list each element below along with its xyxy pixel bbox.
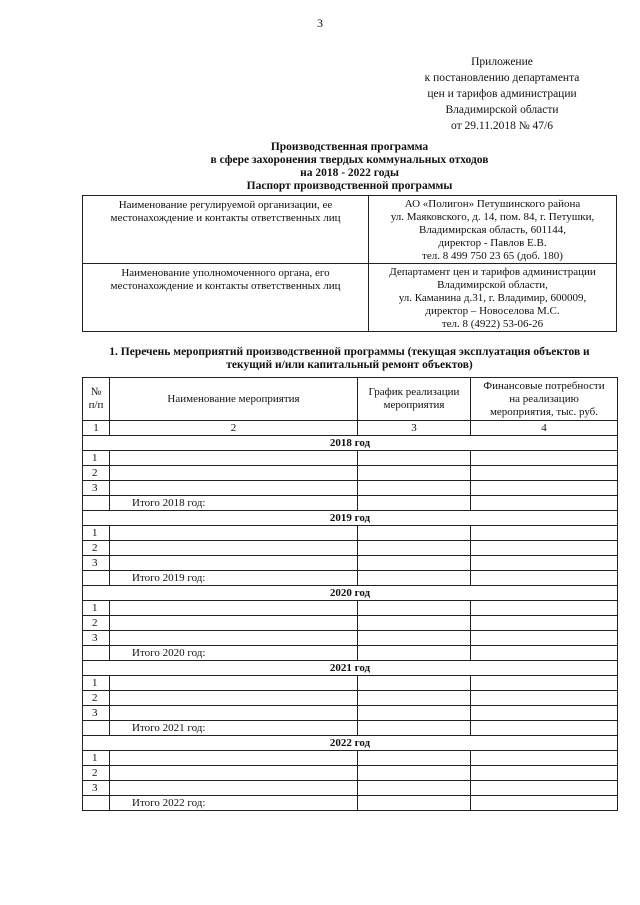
- empty-cell: [110, 706, 358, 721]
- row-number: 1: [83, 751, 110, 766]
- title-line: Производственная программа: [270, 141, 429, 153]
- year-label: 2019 год: [83, 511, 618, 526]
- table-row: [83, 751, 618, 766]
- empty-cell: [358, 571, 471, 586]
- empty-cell: [110, 481, 358, 496]
- passport-value-line: директор - Павлов Е.В.: [438, 237, 547, 249]
- empty-cell: [471, 751, 618, 766]
- empty-cell: [358, 796, 471, 811]
- passport-row-organization: [83, 196, 617, 264]
- row-number: 2: [83, 466, 110, 481]
- header-num: [83, 378, 110, 421]
- table-row: [83, 556, 618, 571]
- empty-cell: [471, 571, 618, 586]
- appendix-line: Владимирской области: [445, 104, 559, 116]
- total-label: Итого 2021 год:: [110, 721, 358, 736]
- section-title-line: текущий и/или капитальный ремонт объектов): [226, 359, 473, 371]
- passport-label-line: Наименование уполномоченного органа, его: [121, 267, 330, 279]
- table-header-row: [83, 378, 618, 421]
- header-schedule-line: мероприятия: [383, 399, 445, 411]
- appendix-line: к постановлению департамента: [424, 72, 580, 84]
- passport-value-line: АО «Полигон» Петушинского района: [404, 198, 581, 210]
- empty-cell: [358, 766, 471, 781]
- years-body: [83, 436, 618, 811]
- appendix-line: цен и тарифов администрации: [427, 88, 577, 100]
- year-header-row: [83, 436, 618, 451]
- activities-table: [82, 377, 618, 811]
- empty-cell: [471, 616, 618, 631]
- passport-value-line: Департамент цен и тарифов администрации: [389, 266, 596, 278]
- row-number: 2: [83, 766, 110, 781]
- empty-cell: [110, 751, 358, 766]
- empty-cell: [358, 616, 471, 631]
- table-row: [83, 451, 618, 466]
- passport-value-line: Владимирской области,: [437, 279, 548, 291]
- total-label: Итого 2019 год:: [110, 571, 358, 586]
- empty-cell: [358, 526, 471, 541]
- total-label: Итого 2020 год:: [110, 646, 358, 661]
- table-row: [83, 616, 618, 631]
- row-number: 2: [83, 691, 110, 706]
- empty-cell: [471, 556, 618, 571]
- passport-value-line: тел. 8 499 750 23 65 (доб. 180): [422, 250, 563, 262]
- header-schedule-line: График реализации: [368, 386, 460, 398]
- row-number: 1: [83, 451, 110, 466]
- empty-cell: [471, 691, 618, 706]
- year-label: 2021 год: [83, 661, 618, 676]
- document-title: [82, 141, 617, 193]
- empty-cell: [110, 601, 358, 616]
- empty-cell: [110, 676, 358, 691]
- empty-cell: [471, 496, 618, 511]
- row-number: 3: [83, 781, 110, 796]
- header-finance: [471, 378, 618, 421]
- empty-cell: [110, 541, 358, 556]
- header-name-line: Наименование мероприятия: [167, 392, 300, 405]
- empty-cell: [358, 496, 471, 511]
- empty-cell: [83, 496, 110, 511]
- empty-cell: [358, 706, 471, 721]
- row-number: 3: [83, 556, 110, 571]
- column-number: 4: [471, 421, 618, 436]
- empty-cell: [358, 646, 471, 661]
- passport-label-line: Наименование регулируемой организации, ее: [118, 199, 333, 211]
- empty-cell: [471, 526, 618, 541]
- table-row: [83, 466, 618, 481]
- title-line: в сфере захоронения твердых коммунальных отходов: [210, 154, 489, 166]
- empty-cell: [471, 766, 618, 781]
- table-row: [83, 766, 618, 781]
- empty-cell: [358, 556, 471, 571]
- empty-cell: [358, 751, 471, 766]
- column-number: 1: [83, 421, 110, 436]
- table-row: [83, 691, 618, 706]
- header-finance-line: на реализацию: [509, 392, 579, 405]
- empty-cell: [471, 781, 618, 796]
- empty-cell: [358, 676, 471, 691]
- year-header-row: [83, 661, 618, 676]
- header-name: [110, 378, 358, 421]
- empty-cell: [471, 601, 618, 616]
- empty-cell: [471, 451, 618, 466]
- empty-cell: [471, 646, 618, 661]
- year-header-row: [83, 586, 618, 601]
- empty-cell: [471, 541, 618, 556]
- empty-cell: [471, 721, 618, 736]
- row-number: 3: [83, 706, 110, 721]
- column-number: 3: [358, 421, 471, 436]
- empty-cell: [358, 631, 471, 646]
- row-number: 3: [83, 481, 110, 496]
- title-line: на 2018 - 2022 годы: [300, 167, 399, 179]
- passport-value-line: ул. Маяковского, д. 14, пом. 84, г. Петушки,: [390, 211, 595, 223]
- row-number: 1: [83, 676, 110, 691]
- table-row: [83, 781, 618, 796]
- empty-cell: [110, 766, 358, 781]
- passport-row-authority: [83, 264, 617, 332]
- row-number: 2: [83, 616, 110, 631]
- empty-cell: [110, 691, 358, 706]
- appendix-block: [392, 54, 612, 134]
- empty-cell: [110, 466, 358, 481]
- appendix-line: Приложение: [471, 56, 533, 68]
- header-finance-line: Финансовые потребности: [483, 379, 605, 392]
- empty-cell: [83, 646, 110, 661]
- passport-value-line: Владимирская область, 601144,: [418, 224, 567, 236]
- empty-cell: [83, 721, 110, 736]
- passport-value-line: тел. 8 (4922) 53-06-26: [441, 318, 544, 330]
- column-number: 2: [110, 421, 358, 436]
- year-label: 2018 год: [83, 436, 618, 451]
- year-header-row: [83, 736, 618, 751]
- empty-cell: [110, 616, 358, 631]
- table-row: [83, 481, 618, 496]
- table-row: [83, 526, 618, 541]
- table-row: [83, 706, 618, 721]
- empty-cell: [358, 721, 471, 736]
- empty-cell: [471, 466, 618, 481]
- section-title-line: 1. Перечень мероприятий производственной программы (текущая эксплуатация объектов и: [109, 346, 590, 358]
- appendix-line: от 29.11.2018 № 47/6: [451, 120, 553, 132]
- total-label: Итого 2018 год:: [110, 496, 358, 511]
- total-row: [83, 571, 618, 586]
- empty-cell: [471, 796, 618, 811]
- row-number: 3: [83, 631, 110, 646]
- table-row: [83, 631, 618, 646]
- empty-cell: [358, 781, 471, 796]
- empty-cell: [83, 796, 110, 811]
- column-numbers-row: [83, 421, 618, 436]
- passport-value-line: директор – Новоселова М.С.: [425, 305, 560, 317]
- table-row: [83, 676, 618, 691]
- table-row: [83, 541, 618, 556]
- page-number: 3: [317, 16, 323, 30]
- empty-cell: [358, 466, 471, 481]
- empty-cell: [358, 541, 471, 556]
- empty-cell: [358, 691, 471, 706]
- year-label: 2020 год: [83, 586, 618, 601]
- header-schedule: [358, 378, 471, 421]
- year-label: 2022 год: [83, 736, 618, 751]
- passport-label-line: местонахождение и контакты ответственных лиц: [110, 212, 341, 224]
- empty-cell: [471, 481, 618, 496]
- total-label: Итого 2022 год:: [110, 796, 358, 811]
- total-row: [83, 496, 618, 511]
- passport-label-cell: [83, 264, 369, 332]
- empty-cell: [110, 781, 358, 796]
- passport-table: [82, 195, 617, 332]
- empty-cell: [471, 676, 618, 691]
- section-title: [82, 346, 617, 372]
- total-row: [83, 646, 618, 661]
- passport-value-cell: [369, 196, 617, 264]
- passport-label-line: местонахождение и контакты ответственных лиц: [110, 280, 341, 292]
- empty-cell: [110, 451, 358, 466]
- empty-cell: [471, 631, 618, 646]
- passport-value-cell: [369, 264, 617, 332]
- year-header-row: [83, 511, 618, 526]
- total-row: [83, 796, 618, 811]
- empty-cell: [110, 631, 358, 646]
- total-row: [83, 721, 618, 736]
- empty-cell: [110, 526, 358, 541]
- passport-value-line: ул. Каманина д.31, г. Владимир, 600009,: [398, 292, 587, 304]
- header-num-line: №: [90, 386, 102, 398]
- row-number: 1: [83, 601, 110, 616]
- empty-cell: [358, 481, 471, 496]
- empty-cell: [83, 571, 110, 586]
- row-number: 1: [83, 526, 110, 541]
- row-number: 2: [83, 541, 110, 556]
- table-row: [83, 601, 618, 616]
- empty-cell: [358, 601, 471, 616]
- empty-cell: [471, 706, 618, 721]
- empty-cell: [110, 556, 358, 571]
- empty-cell: [358, 451, 471, 466]
- header-num-line: п/п: [88, 399, 104, 411]
- passport-label-cell: [83, 196, 369, 264]
- title-line: Паспорт производственной программы: [246, 180, 453, 192]
- header-finance-line: мероприятия, тыс. руб.: [489, 405, 599, 418]
